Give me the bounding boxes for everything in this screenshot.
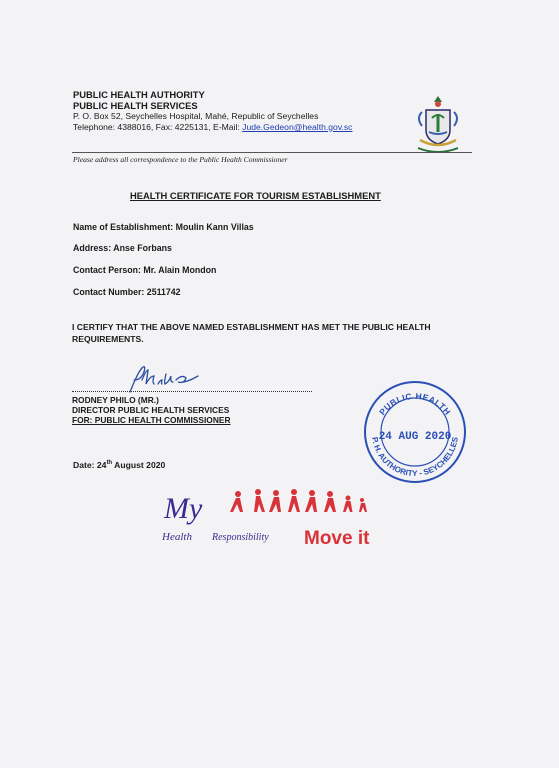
stamp-top-text: PUBLIC HEALTH — [377, 390, 453, 418]
date-label: Date: 24 — [73, 460, 107, 470]
establishment-address: Address: Anse Forbans — [73, 243, 172, 253]
letterhead — [73, 90, 352, 132]
telephone-fax: Telephone: 4388016, Fax: 4225131, E-Mail: — [73, 121, 243, 132]
certificate-title: HEALTH CERTIFICATE FOR TOURISM ESTABLISHMENT — [130, 190, 381, 201]
seychelles-coat-of-arms-icon — [410, 92, 466, 156]
svg-text:PUBLIC HEALTH — [377, 391, 453, 417]
org-line-2: PUBLIC HEALTH SERVICES — [73, 99, 198, 111]
logo-health: Health — [162, 531, 192, 543]
signature-line — [72, 391, 312, 392]
date-rest: August 2020 — [112, 460, 166, 470]
logo-my: My — [164, 492, 203, 525]
stamp-date: 24 AUG 2020 — [378, 431, 452, 443]
correspondence-note: Please address all correspondence to the Public Health Commissioner — [73, 155, 288, 164]
signatory-for-line: FOR: PUBLIC HEALTH COMMISSIONER — [72, 415, 231, 425]
header-divider — [72, 152, 472, 153]
establishment-name: Name of Establishment: Moulin Kann Villas — [73, 222, 254, 232]
issue-date — [73, 460, 165, 470]
org-address: P. O. Box 52, Seychelles Hospital, Mahé, Republic of Seychelles — [73, 111, 319, 122]
logo-responsibility: Responsibility — [212, 532, 269, 543]
stamp-bottom-text: P. H. AUTHORITY - SEYCHELLES — [370, 436, 460, 478]
signatory-title: DIRECTOR PUBLIC HEALTH SERVICES — [72, 405, 230, 415]
email-link[interactable]: Jude.Gedeon@health.gov.sc — [242, 121, 353, 132]
logo-move-it: Move it — [304, 528, 370, 549]
certify-statement: I CERTIFY THAT THE ABOVE NAMED ESTABLISHMENT HAS MET THE PUBLIC HEALTH REQUIREMENTS. — [72, 322, 431, 344]
date-suffix: th — [106, 460, 113, 467]
signatory-block — [72, 395, 231, 425]
contact-number: Contact Number: 2511742 — [73, 287, 181, 297]
signatory-name: RODNEY PHILO (MR.) — [72, 395, 159, 405]
contact-person: Contact Person: Mr. Alain Mondon — [73, 265, 217, 275]
org-line-1: PUBLIC HEALTH AUTHORITY — [73, 89, 205, 100]
org-contact — [73, 122, 352, 133]
official-stamp — [360, 377, 470, 487]
active-people-icon — [230, 489, 367, 512]
my-health-move-it-logo — [162, 484, 392, 550]
